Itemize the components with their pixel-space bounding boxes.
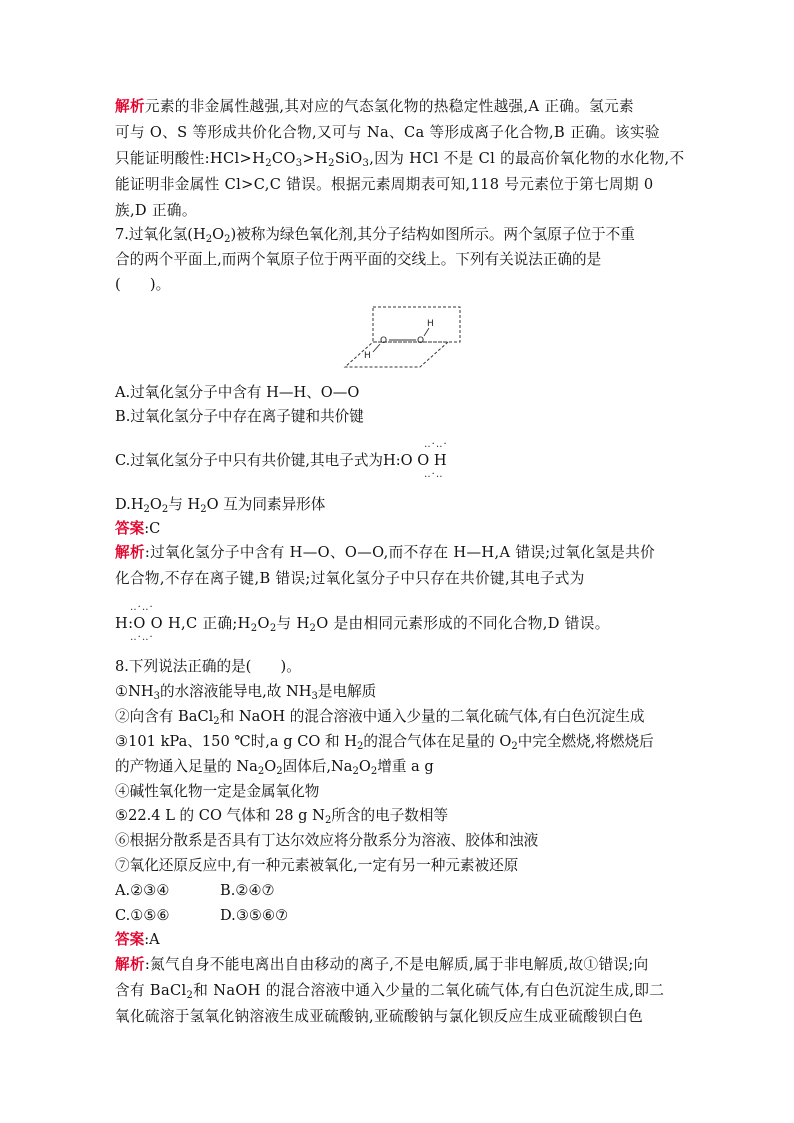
q8-stem: 8.下列说法正确的是( )。 [115, 658, 301, 675]
q7-explanation-line-1: 解析:过氧化氢分子中含有 H—O、O—O,而不存在 H—H,A 错误;过氧化氢是共价 [115, 544, 656, 561]
h2o2-electron-formula-explanation: H:O O H [115, 615, 182, 632]
q8-explanation-line-1: 解析:氮气自身不能电离出自由移动的离子,不是电解质,属于非电解质,故①错误;向 [115, 956, 649, 973]
lower-plane [345, 342, 448, 367]
q7-option-d: $D.H_2O_2$与 $H_2O$ 互为同素异形体 [115, 496, 326, 515]
q7-stem-line-2: 合的两个平面上,而两个氧原子位于两平面的交线上。下列有关说法正确的是 [115, 251, 602, 268]
bond-h-o-left [373, 344, 380, 352]
q6-explanation-line-4: 能证明非金属性 Cl>C,C 错误。根据元素周期表可知,118 号元素位于第七周期 0 [115, 176, 654, 193]
atom-h-top: H [427, 319, 434, 329]
q8-item-6: ⑥根据分散系是否具有丁达尔效应将分散系分为溶液、胶体和浊液 [115, 832, 539, 849]
q7-stem-line-3: ( )。 [115, 276, 171, 293]
q7-option-b: B.过氧化氢分子中存在离子键和共价键 [115, 408, 364, 425]
h2o2-electron-formula: H:O O H [383, 452, 447, 469]
q7-explanation-dots-top: ‥·‥· [130, 602, 154, 613]
atom-h-bottom: H [364, 351, 371, 361]
q8-item-3-line-2: 的产物通入足量的 $Na_2O_2$固体后$,Na_2O_2$增重 a g [115, 758, 434, 777]
q8-item-7: ⑦氧化还原反应中,有一种元素被氧化,一定有另一种元素被还原 [115, 857, 519, 874]
answer-label: 答案 [115, 520, 145, 537]
q7-answer: 答案:C [115, 520, 161, 537]
q7-stem-line-1: 7.过氧化氢$(H_2O_2)$被称为绿色氧化剂,其分子结构如图所示。两个氢原子位于不重 [115, 226, 635, 245]
q8-item-2: ②向含有 BaCl$_2$和 NaOH 的混合溶液中通入少量的二氧化硫气体,有白色沉淀生成 [115, 708, 645, 727]
atom-o-left: O [380, 336, 388, 346]
q8-option-c: C.①⑤⑥ [115, 907, 170, 924]
q6-explanation-line-5: 族,D 正确。 [115, 202, 197, 219]
h2o2-structure-diagram [340, 302, 470, 372]
q7-explanation-line-2: 化合物,不存在离子键,B 错误;过氧化氢分子中只存在共价键,其电子式为 [115, 570, 585, 587]
q7-option-a: A.过氧化氢分子中含有 H—H、O—O [115, 384, 360, 401]
q7-explanation-line-3: H:O O H,C 正确$;H_2O_2$与 $H_2O$ 是由相同元素形成的不同化合物,D 错误。 [115, 615, 610, 634]
q7-explanation-dots-bottom: ‥·‥· [130, 632, 154, 643]
explanation-label: 解析 [115, 956, 145, 973]
q8-item-3-line-1: ③101 kPa、150 ℃时,a g CO 和 $H_2$的混合气体在足量的 $O_2$中完全燃烧,将燃烧后 [115, 733, 654, 752]
q6-explanation-line-2: 可与 O、S 等形成共价化合物,又可与 Na、Ca 等形成离子化合物,B 正确。该实验 [115, 124, 660, 141]
q6-explanation-line-1: 解析元素的非金属性越强,其对应的气态氢化物的热稳定性越强,A 正确。氢元素 [115, 98, 635, 115]
q8-explanation-line-2: 含有 BaCl$_2$和 NaOH 的混合溶液中通入少量的二氧化硫气体,有白色沉淀生成,即二 [115, 982, 665, 1001]
q8-item-5: ⑤22.4 L 的 CO 气体和 28 g $N_2$所含的电子数相等 [115, 807, 449, 826]
q6-explanation-line-3: 只能证明酸性$:HCl>H_2CO_3>H_2SiO_3$,因为 HCl 不是 Cl 的最高价氧化物的水化物,不 [115, 150, 685, 169]
atom-o-right: O [417, 336, 425, 346]
explanation-label: 解析 [115, 544, 145, 561]
q8-item-1: $①NH_3$的水溶液能导电,故 $NH_3$是电解质 [115, 683, 377, 702]
q8-answer: 答案:A [115, 931, 160, 948]
q8-option-a: A.②③④ [115, 882, 170, 899]
explanation-label: 解析 [115, 98, 145, 115]
bond-o-h-right [424, 328, 429, 336]
q8-item-4: ④碱性氧化物一定是金属氧化物 [115, 783, 320, 800]
q7-option-c-dots-bottom: ‥·‥ [424, 469, 444, 480]
answer-label: 答案 [115, 931, 145, 948]
q8-explanation-line-3: 氧化硫溶于氢氧化钠溶液生成亚硫酸钠,亚硫酸钠与氯化钡反应生成亚硫酸钡白色 [115, 1008, 644, 1025]
q7-option-c: C.过氧化氢分子中只有共价键,其电子式为H:O O H [115, 452, 447, 469]
q8-option-b: B.②④⑦ [220, 882, 275, 899]
q7-option-c-dots-top: ‥·‥· [424, 439, 448, 450]
q8-option-d: D.③⑤⑥⑦ [220, 907, 289, 924]
